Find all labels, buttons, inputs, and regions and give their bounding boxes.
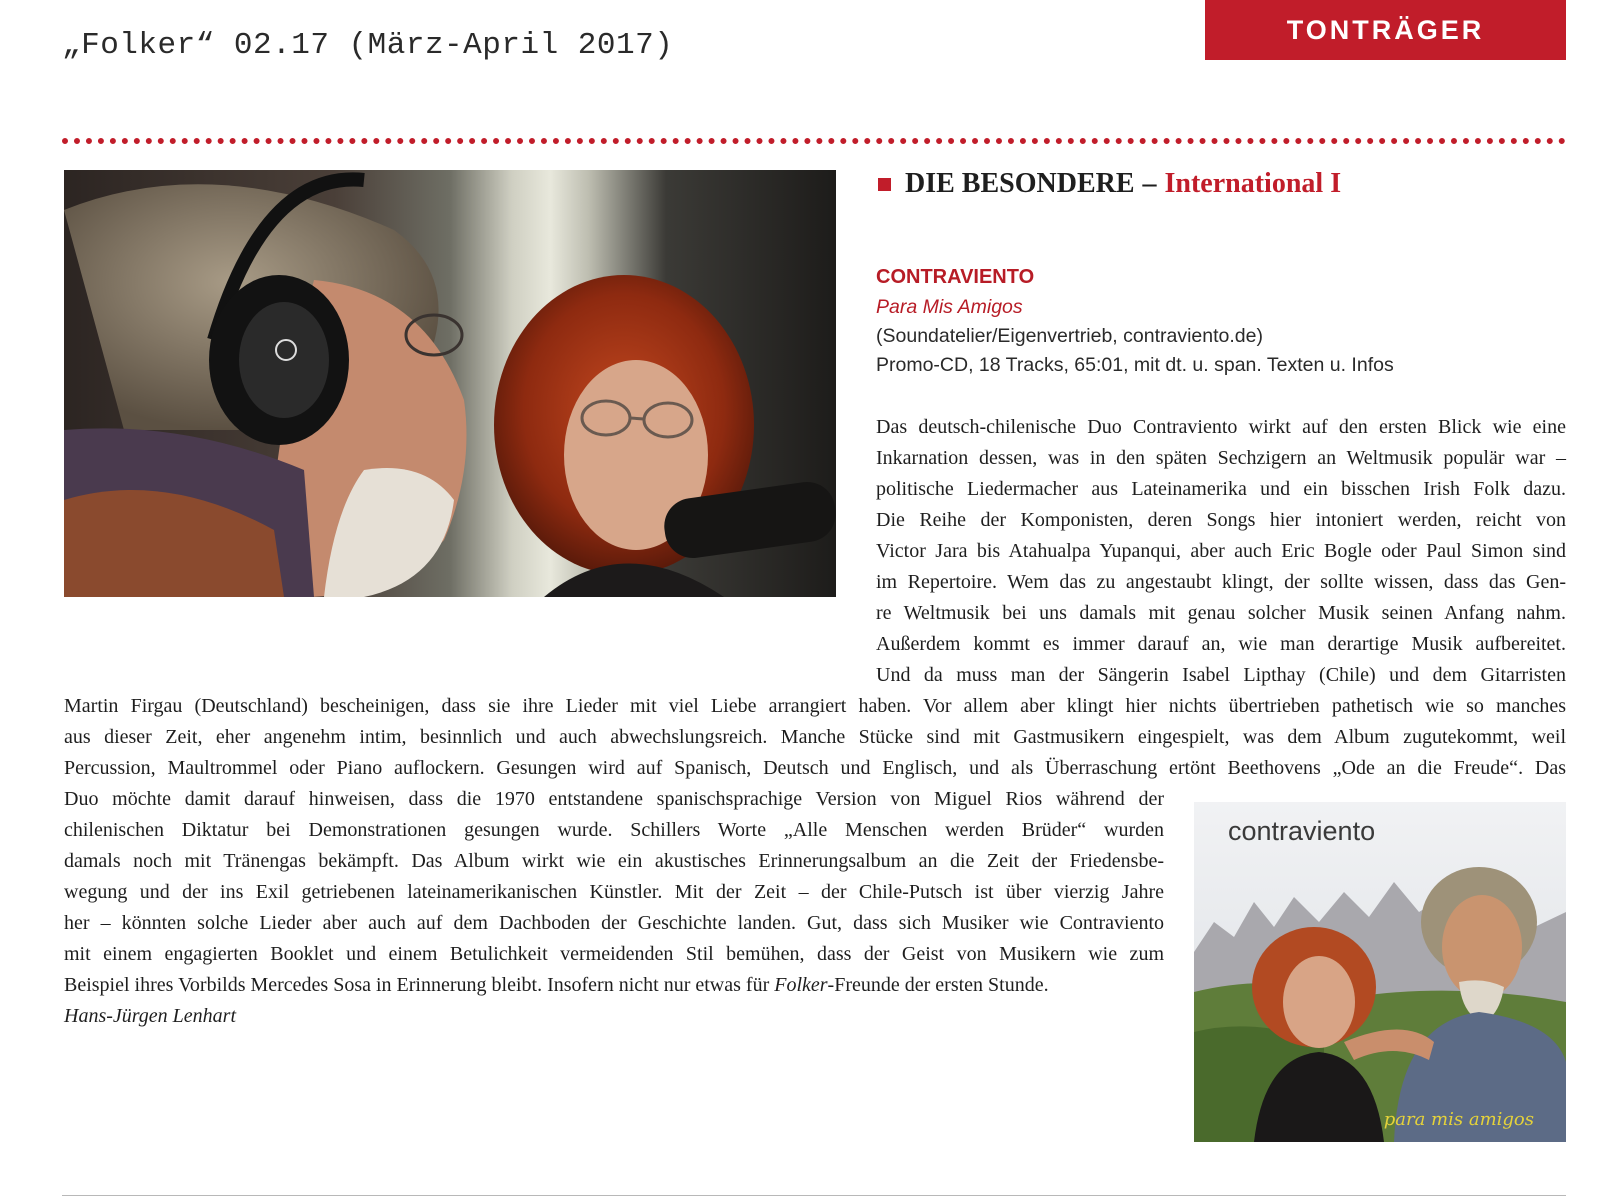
body-line: her – könnten solche Lieder aber auch auf dem Dachboden der Geschichte landen. Gut, dass sich Musiker wie Contraviento bbox=[64, 912, 1164, 934]
body-line: re Weltmusik bei uns damals mit genau solcher Musik seinen Anfang nahm. bbox=[876, 602, 1566, 624]
rubric-title: DIE BESONDERE bbox=[905, 168, 1135, 199]
body-line: chilenischen Diktatur bei Demonstrationen gesungen wurde. Schillers Worte „Alle Menschen werden Brüder“ wurden bbox=[64, 819, 1164, 841]
section-tab: TONTRÄGER bbox=[1205, 0, 1566, 60]
body-line: Die Reihe der Komponisten, deren Songs hier intoniert werden, reicht von bbox=[876, 509, 1566, 531]
body-line: Martin Firgau (Deutschland) bescheinigen, dass sie ihre Lieder mit viel Liebe arrangiert haben. Vor allem aber klingt hier nichts übertrieben pathetisch wie so manches bbox=[64, 695, 1566, 717]
body-line: Duo möchte damit darauf hinweisen, dass die 1970 entstandene spanischsprachige Version von Miguel Rios während der bbox=[64, 788, 1164, 810]
body-line: aus dieser Zeit, eher angenehm intim, besinnlich und auch abwechslungsreich. Manche Stücke sind mit Gastmusikern eingespielt, was dem Album zugutekommt, weil bbox=[64, 726, 1566, 748]
body-line: politische Liedermacher aus Lateinamerika und ein bisschen Irish Folk dazu. bbox=[876, 478, 1566, 500]
album-cover bbox=[1194, 802, 1566, 1142]
rubric-heading bbox=[878, 168, 1341, 200]
body-line: im Repertoire. Wem das zu angestaubt klingt, der sollte wissen, dass das Gen- bbox=[876, 571, 1566, 593]
artist-name: CONTRAVIENTO bbox=[876, 266, 1035, 288]
release-details: Promo-CD, 18 Tracks, 65:01, mit dt. u. span. Texten u. Infos bbox=[876, 354, 1394, 376]
magazine-name: Folker bbox=[774, 974, 828, 996]
rubric-bullet bbox=[878, 178, 891, 191]
cover-title: contraviento bbox=[1228, 816, 1376, 846]
rubric-separator: – bbox=[1142, 168, 1157, 199]
dotted-divider bbox=[62, 138, 1566, 144]
body-line: wegung und der ins Exil getriebenen lateinamerikanischen Künstler. Mit der Zeit – der Chile-Putsch ist über vierzig Jahre bbox=[64, 881, 1164, 903]
body-line: Das deutsch-chilenische Duo Contraviento wirkt auf den ersten Blick wie eine bbox=[876, 416, 1566, 438]
cover-subtitle: para mis amigos bbox=[1383, 1109, 1534, 1130]
body-line: Und da muss man der Sängerin Isabel Lipthay (Chile) und dem Gitarristen bbox=[876, 664, 1566, 686]
body-text: Beispiel ihres Vorbilds Mercedes Sosa in Erinnerung bleibt. Insofern nicht nur etwas für bbox=[64, 974, 775, 996]
body-line: Victor Jara bis Atahualpa Yupanqui, aber auch Eric Bogle oder Paul Simon sind bbox=[876, 540, 1566, 562]
body-line: damals noch mit Tränengas bekämpft. Das Album wirkt wie ein akustisches Erinnerungsalbum an die Zeit der Friedensbe- bbox=[64, 850, 1164, 872]
body-line: Inkarnation dessen, was in den späten Sechzigern an Weltmusik populär war – bbox=[876, 447, 1566, 469]
source-citation: „Folker“ 02.17 (März-April 2017) bbox=[62, 28, 674, 63]
rubric-subtitle: International I bbox=[1164, 168, 1342, 199]
bottom-divider bbox=[62, 1195, 1566, 1196]
body-text: -Freunde der ersten Stunde. bbox=[827, 974, 1049, 996]
release-label: (Soundatelier/Eigenvertrieb, contraviento.de) bbox=[876, 325, 1263, 347]
studio-photo bbox=[64, 170, 836, 597]
body-line: Percussion, Maultrommel oder Piano auflockern. Gesungen wird auf Spanisch, Deutsch und Englisch, und als Überraschung ertönt Beethovens „Ode an die Freude“. Das bbox=[64, 757, 1566, 779]
author-name: Hans-Jürgen Lenhart bbox=[64, 1005, 237, 1027]
body-line: mit einem engagierten Booklet und einem Betulichkeit vermeidenden Stil bemühen, dass der Geist von Musikern wie zum bbox=[64, 943, 1164, 965]
body-line bbox=[64, 973, 1164, 997]
body-line: Außerdem kommt es immer darauf an, wie man derartige Musik aufbereitet. bbox=[876, 633, 1566, 655]
album-title: Para Mis Amigos bbox=[876, 296, 1023, 318]
